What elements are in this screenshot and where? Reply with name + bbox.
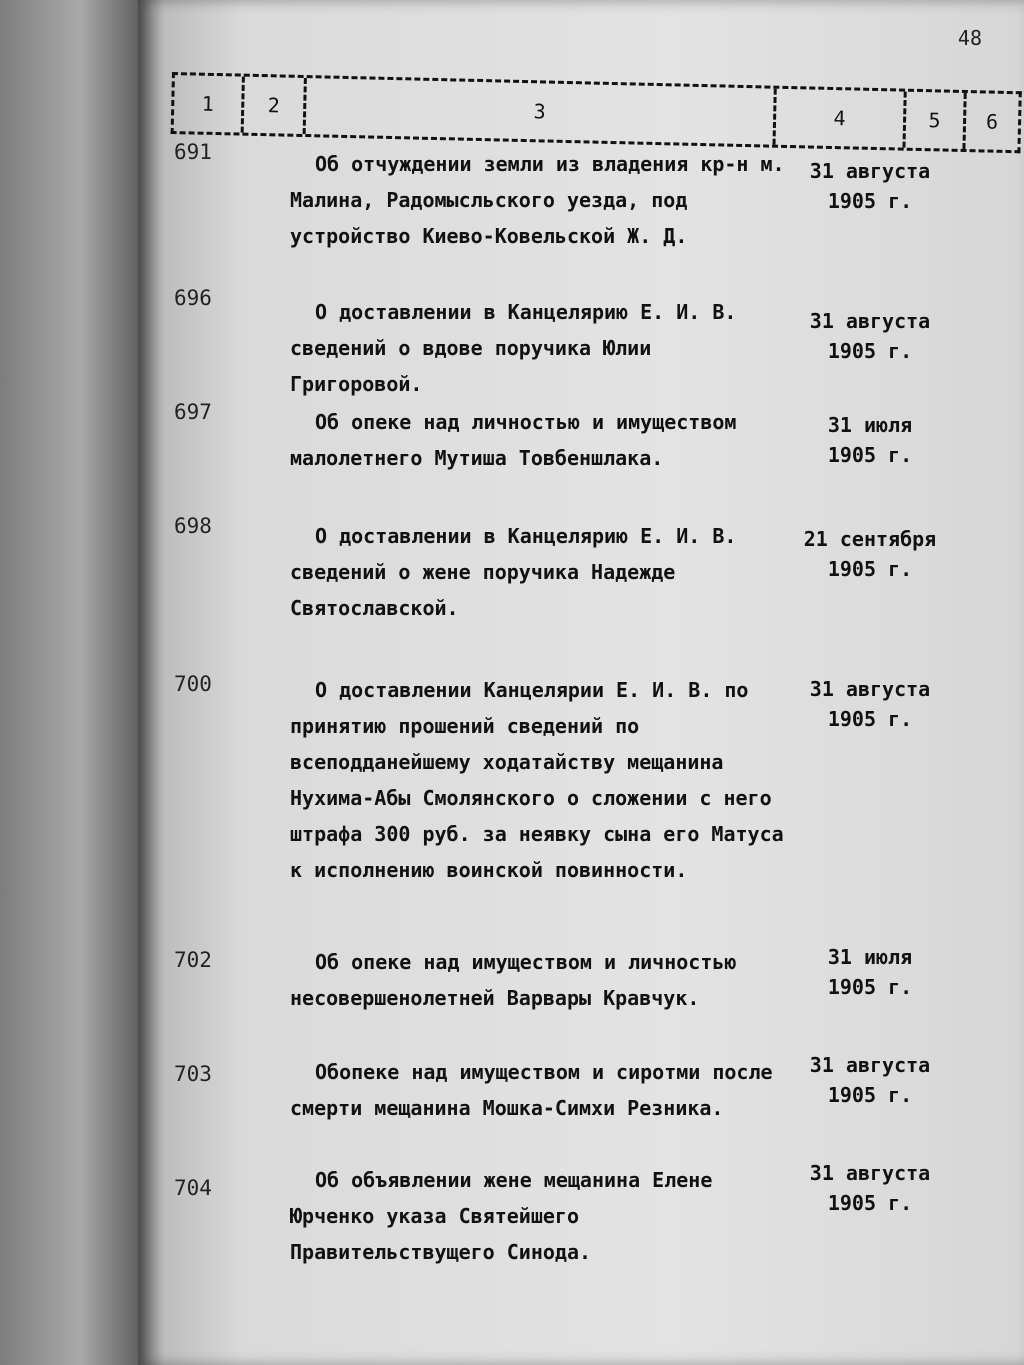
entry-date-day: 31 августа <box>809 159 931 183</box>
entry-date-year: 1905 г. <box>827 975 913 999</box>
entry-number: 697 <box>174 400 212 424</box>
entry-date <box>800 1158 940 1218</box>
entry-date <box>800 524 940 584</box>
entry-text: О доставлении в Канцелярию Е. И. В. сведений о жене поручика Надежде Святославской. <box>290 524 737 620</box>
entry-date-year: 1905 г. <box>827 443 913 467</box>
entry-text: Обопеке над имуществом и сиротми после смерти мещанина Мошка-Симхи Резника. <box>290 1060 773 1120</box>
entry-date <box>800 674 940 734</box>
header-col-5: 5 <box>905 92 966 149</box>
header-col-1: 1 <box>174 75 245 133</box>
entry-number: 704 <box>174 1176 212 1200</box>
entry-text: О доставлении в Канцелярию Е. И. В. сведений о вдове поручика Юлии Григоровой. <box>290 300 737 396</box>
entry-date <box>800 942 940 1002</box>
page-number: 48 <box>957 26 982 50</box>
entry-number: 700 <box>174 672 212 696</box>
entry-date-year: 1905 г. <box>827 1083 913 1107</box>
left-page-edge <box>0 0 145 1365</box>
entry-date-day: 31 августа <box>809 1161 931 1185</box>
entry-text: Об опеке над имуществом и личностью несовершенолетней Варвары Кравчук. <box>290 950 737 1010</box>
header-col-6: 6 <box>985 109 999 134</box>
entry-date-year: 1905 г. <box>827 1191 913 1215</box>
entry-date <box>800 156 940 216</box>
entry-number: 691 <box>174 140 212 164</box>
entry-date <box>800 306 940 366</box>
entry-date-day: 31 июля <box>827 413 913 437</box>
header-col-2: 2 <box>244 77 307 134</box>
entry-date <box>800 1050 940 1110</box>
entry-number: 703 <box>174 1062 212 1086</box>
entry-text: Об объявлении жене мещанина Елене Юрченко указа Святейшего Правительствущего Синода. <box>290 1168 713 1264</box>
table-header <box>171 72 1022 153</box>
header-col-3: 3 <box>306 78 777 145</box>
entry-date-day: 21 сентября <box>803 527 937 551</box>
header-col-4: 4 <box>776 89 907 148</box>
entry-number: 702 <box>174 948 212 972</box>
entry-number: 696 <box>174 286 212 310</box>
entry-text: О доставлении Канцелярии Е. И. В. по принятию прошений сведений по всеподданейшему ходатайству мещанина Нухима-Абы Смолянского о сложении с него штрафа 300 руб. за неявку сына его Матуса к исполнению воинской повинности. <box>290 678 784 882</box>
entry-text: Об опеке над личностью и имуществом малолетнего Мутиша Товбеншлака. <box>290 410 737 470</box>
entry-date-year: 1905 г. <box>827 189 913 213</box>
entry-text: Об отчуждении земли из владения кр-н м. Малина, Радомысльского уезда, под устройство Киево-Ковельской Ж. Д. <box>290 152 785 248</box>
entry-date-day: 31 августа <box>809 1053 931 1077</box>
entry-number: 698 <box>174 514 212 538</box>
entry-date-year: 1905 г. <box>827 557 913 581</box>
entry-date <box>800 410 940 470</box>
entry-date-year: 1905 г. <box>827 707 913 731</box>
entry-date-year: 1905 г. <box>827 339 913 363</box>
entry-date-day: 31 августа <box>809 677 931 701</box>
entry-date-day: 31 августа <box>809 309 931 333</box>
document-page <box>138 0 1024 1365</box>
entry-date-day: 31 июля <box>827 945 913 969</box>
